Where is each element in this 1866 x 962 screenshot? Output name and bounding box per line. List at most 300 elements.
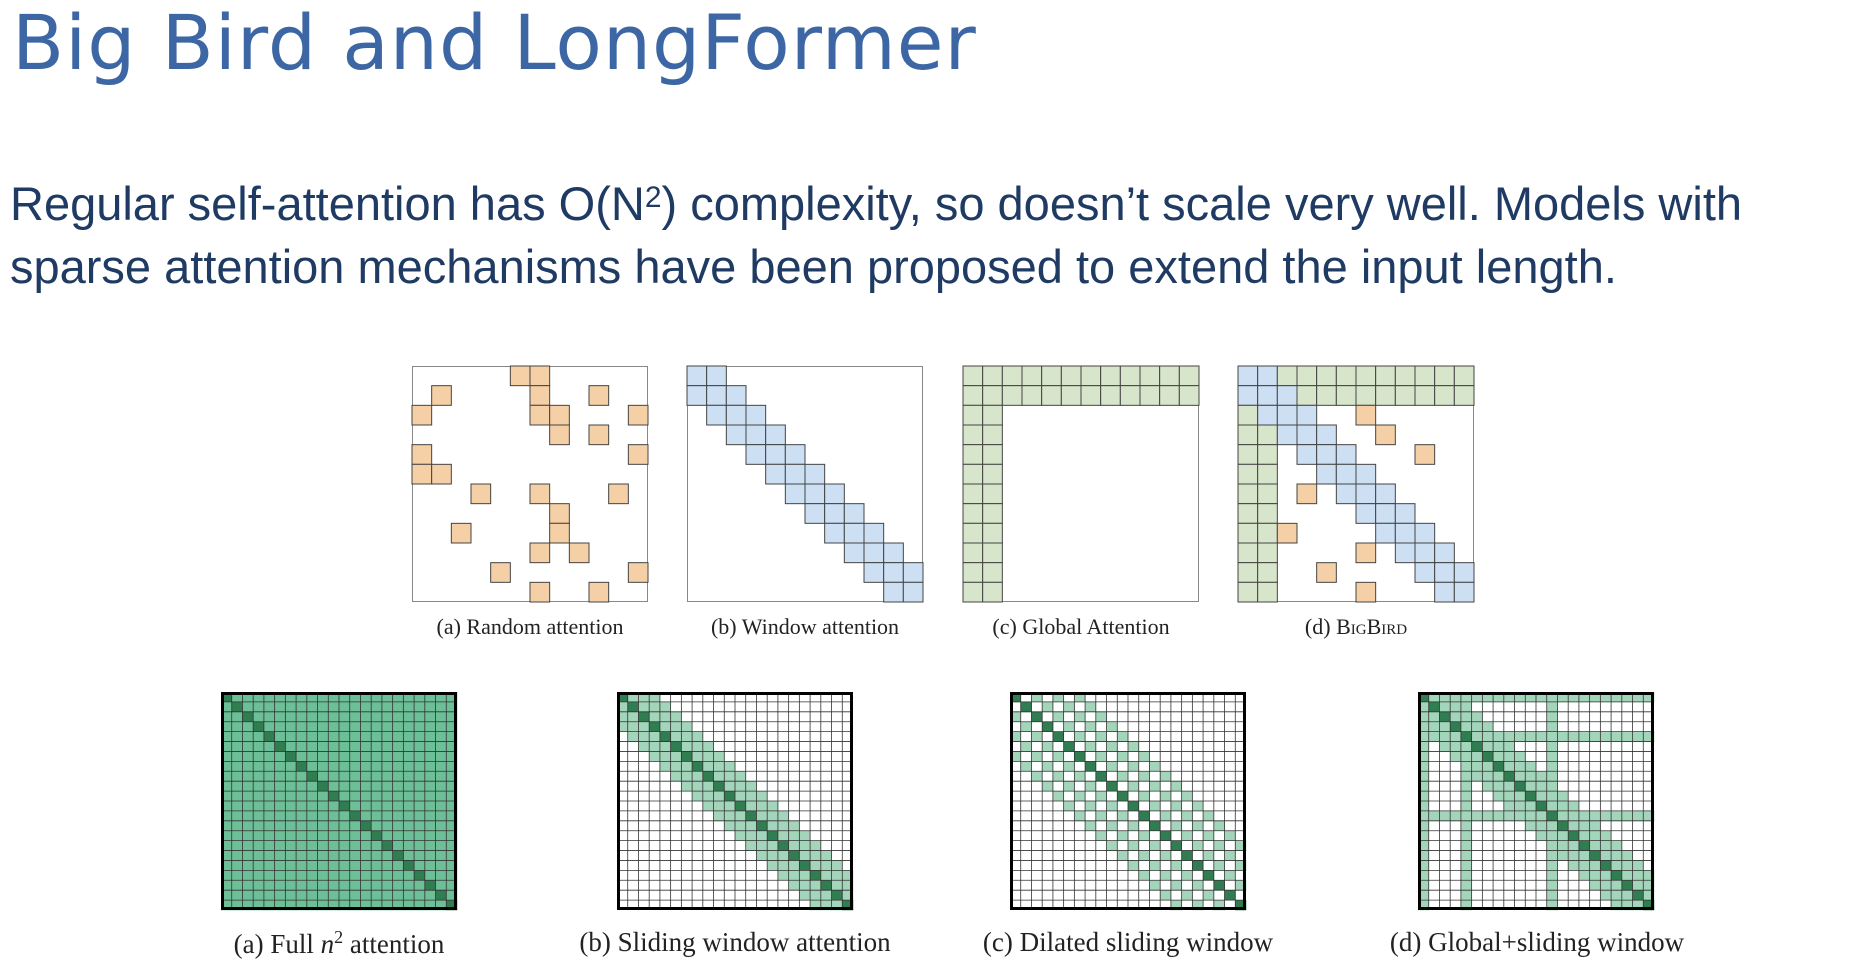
dilated-window-cell xyxy=(1096,712,1107,722)
global-attention-cell xyxy=(963,405,983,425)
dilated-window-cell xyxy=(1074,751,1085,761)
global-attention-cell xyxy=(1238,405,1258,425)
random-attention-cell xyxy=(1356,543,1376,563)
window-attention-cell xyxy=(707,366,727,386)
sliding-window-cell xyxy=(703,791,714,801)
sliding-window-cell xyxy=(649,732,660,742)
full-attention-cell xyxy=(253,860,264,870)
full-attention-cell xyxy=(339,791,350,801)
full-attention-cell xyxy=(275,860,286,870)
full-attention-cell xyxy=(253,722,264,732)
global-sliding-window-cell xyxy=(1493,751,1504,761)
full-attention-cell xyxy=(328,851,339,861)
full-attention-cell xyxy=(382,890,393,900)
full-attention-cell xyxy=(328,722,339,732)
sliding-window-cell xyxy=(799,831,810,841)
full-attention-cell xyxy=(242,841,253,851)
global-attention-cell xyxy=(983,366,1003,386)
global-attention-cell xyxy=(1160,366,1180,386)
global-sliding-window-cell xyxy=(1493,742,1504,752)
full-attention-cell xyxy=(371,841,382,851)
full-attention-cell xyxy=(296,811,307,821)
global-attention-cell xyxy=(983,464,1003,484)
full-attention-cell xyxy=(232,841,243,851)
dilated-window-cell xyxy=(1192,801,1203,811)
global-sliding-window-cell xyxy=(1579,860,1590,870)
full-attention-cell xyxy=(403,841,414,851)
full-attention-cell xyxy=(393,870,404,880)
full-attention-cell xyxy=(307,732,318,742)
full-attention-cell xyxy=(436,722,447,732)
global-attention-cell xyxy=(1356,386,1376,406)
full-attention-cell xyxy=(425,732,436,742)
global-attention-cell xyxy=(983,484,1003,504)
global-sliding-window-cell xyxy=(1622,870,1633,880)
random-attention-cell xyxy=(1297,484,1317,504)
sliding-window-cell xyxy=(692,761,703,771)
full-attention-cell xyxy=(318,742,329,752)
full-attention-cell xyxy=(339,751,350,761)
global-sliding-window-cell xyxy=(1504,771,1515,781)
full-attention-cell xyxy=(350,880,361,890)
global-sliding-window-cell xyxy=(1633,860,1644,870)
dilated-window-cell xyxy=(1139,851,1150,861)
full-attention-cell xyxy=(232,722,243,732)
full-attention-cell xyxy=(414,781,425,791)
window-attention-cell xyxy=(1454,582,1474,602)
dilated-window-cell xyxy=(1182,811,1193,821)
full-attention-cell xyxy=(275,821,286,831)
dilated-window-cell xyxy=(1139,831,1150,841)
window-attention-cell xyxy=(805,504,825,524)
sliding-window-cell xyxy=(681,722,692,732)
global-attention-cell xyxy=(1258,523,1278,543)
full-attention-cell xyxy=(296,801,307,811)
global-attention-cell xyxy=(983,504,1003,524)
full-attention-cell xyxy=(425,831,436,841)
full-attention-cell xyxy=(296,771,307,781)
dilated-window-cell xyxy=(1085,821,1096,831)
full-attention-cell xyxy=(285,791,296,801)
global-attention-cell xyxy=(1238,523,1258,543)
full-attention-cell xyxy=(403,781,414,791)
window-attention-cell xyxy=(785,464,805,484)
global-attention-cell xyxy=(983,405,1003,425)
random-attention-cell xyxy=(471,484,491,504)
random-attention-cell xyxy=(550,425,570,445)
global-attention-cell xyxy=(1238,445,1258,465)
global-sliding-window-cell xyxy=(1482,742,1493,752)
full-attention-cell xyxy=(296,860,307,870)
window-attention-cell xyxy=(766,425,786,445)
global-attention-cell xyxy=(963,563,983,583)
dilated-window-cell xyxy=(1139,751,1150,761)
sliding-window-cell xyxy=(681,742,692,752)
sliding-window-cell xyxy=(756,801,767,811)
global-sliding-window-cell xyxy=(1590,811,1601,821)
full-attention-cell xyxy=(393,841,404,851)
sliding-window-attention-diagram xyxy=(617,692,853,910)
full-attention-cell xyxy=(253,801,264,811)
global-sliding-window-cell xyxy=(1557,791,1568,801)
global-sliding-window-cell xyxy=(1568,732,1579,742)
full-attention-cell xyxy=(360,732,371,742)
full-attention-cell xyxy=(360,821,371,831)
full-attention-cell xyxy=(253,831,264,841)
global-sliding-window-cell xyxy=(1547,801,1558,811)
full-attention-cell xyxy=(242,712,253,722)
full-attention-cell xyxy=(264,771,275,781)
dilated-window-cell xyxy=(1085,742,1096,752)
global-sliding-window-cell xyxy=(1590,860,1601,870)
dilated-window-cell xyxy=(1107,801,1118,811)
full-attention-cell xyxy=(350,751,361,761)
sliding-window-cell xyxy=(660,742,671,752)
full-attention-cell xyxy=(436,831,447,841)
full-attention-cell xyxy=(242,811,253,821)
full-attention-cell xyxy=(275,732,286,742)
global-sliding-window-cell xyxy=(1557,811,1568,821)
global-attention-cell xyxy=(963,582,983,602)
full-attention-cell xyxy=(382,732,393,742)
full-attention-cell xyxy=(307,801,318,811)
full-attention-cell xyxy=(436,781,447,791)
full-attention-cell xyxy=(307,890,318,900)
full-attention-cell xyxy=(414,860,425,870)
full-attention-cell xyxy=(232,771,243,781)
full-attention-cell xyxy=(371,821,382,831)
full-attention-cell xyxy=(275,771,286,781)
sliding-window-cell xyxy=(756,841,767,851)
full-attention-cell xyxy=(242,880,253,890)
full-attention-cell xyxy=(350,742,361,752)
global-sliding-window-cell xyxy=(1611,860,1622,870)
global-sliding-window-cell xyxy=(1547,722,1558,732)
sliding-window-cell xyxy=(660,761,671,771)
full-attention-cell xyxy=(414,801,425,811)
dilated-window-cell xyxy=(1171,821,1182,831)
full-attention-cell xyxy=(414,831,425,841)
full-attention-cell xyxy=(307,702,318,712)
dilated-window-cell xyxy=(1203,831,1214,841)
global-attention-cell xyxy=(983,386,1003,406)
full-attention-cell xyxy=(242,801,253,811)
global-attention-cell xyxy=(1258,464,1278,484)
random-attention-cell xyxy=(510,366,530,386)
global-sliding-window-cell xyxy=(1515,751,1526,761)
sliding-window-cell xyxy=(799,841,810,851)
caption-sliding-window: (b) Sliding window attention xyxy=(579,927,891,957)
window-attention-cell xyxy=(1258,366,1278,386)
dilated-window-cell xyxy=(1074,732,1085,742)
sliding-window-cell xyxy=(724,781,735,791)
dilated-window-cell xyxy=(1128,821,1139,831)
full-attention-cell xyxy=(232,801,243,811)
full-attention-cell xyxy=(253,851,264,861)
full-attention-cell xyxy=(275,791,286,801)
global-sliding-window-cell xyxy=(1633,732,1644,742)
full-attention-cell xyxy=(339,821,350,831)
full-attention-cell xyxy=(275,781,286,791)
full-attention-cell xyxy=(242,781,253,791)
sliding-window-cell xyxy=(746,791,757,801)
global-sliding-window-cell xyxy=(1525,761,1536,771)
window-attention-diagram xyxy=(687,366,923,602)
dilated-window-cell xyxy=(1096,751,1107,761)
dilated-window-cell xyxy=(1085,781,1096,791)
dilated-window-cell xyxy=(1107,821,1118,831)
dilated-window-cell xyxy=(1053,732,1064,742)
full-attention-cell xyxy=(403,751,414,761)
full-attention-cell xyxy=(425,841,436,851)
full-attention-cell xyxy=(242,702,253,712)
dilated-window-cell xyxy=(1203,811,1214,821)
full-attention-cell xyxy=(360,851,371,861)
global-attention-cell xyxy=(1395,386,1415,406)
full-attention-cell xyxy=(242,821,253,831)
global-sliding-window-cell xyxy=(1461,761,1472,771)
window-attention-cell xyxy=(766,445,786,465)
global-sliding-window-cell xyxy=(1482,722,1493,732)
caption-full-attention xyxy=(170,927,508,960)
global-sliding-window-cell xyxy=(1568,841,1579,851)
full-attention-cell xyxy=(360,712,371,722)
sliding-window-cell xyxy=(767,851,778,861)
full-attention-cell xyxy=(382,801,393,811)
global-sliding-window-cell xyxy=(1611,732,1622,742)
global-attention-cell xyxy=(963,425,983,445)
full-attention-cell xyxy=(393,712,404,722)
full-attention-cell xyxy=(425,821,436,831)
full-attention-cell xyxy=(253,702,264,712)
full-attention-cell xyxy=(360,841,371,851)
dilated-window-cell xyxy=(1042,702,1053,712)
sliding-window-cell xyxy=(681,771,692,781)
dilated-window-cell xyxy=(1160,870,1171,880)
global-sliding-window-cell xyxy=(1568,851,1579,861)
full-attention-cell xyxy=(275,702,286,712)
sliding-window-cell xyxy=(628,722,639,732)
window-attention-cell xyxy=(726,425,746,445)
random-attention-cell xyxy=(530,484,550,504)
sliding-window-cell xyxy=(660,712,671,722)
sliding-window-cell xyxy=(767,821,778,831)
sliding-window-cell xyxy=(638,712,649,722)
global-attention-cell xyxy=(983,445,1003,465)
full-attention-cell xyxy=(285,732,296,742)
sliding-window-cell xyxy=(778,831,789,841)
full-attention-cell xyxy=(307,781,318,791)
full-attention-cell xyxy=(350,781,361,791)
window-attention-cell xyxy=(1317,445,1337,465)
sliding-window-cell xyxy=(767,860,778,870)
full-attention-cell xyxy=(264,860,275,870)
full-attention-cell xyxy=(425,791,436,801)
full-attention-cell xyxy=(371,781,382,791)
full-attention-cell xyxy=(436,811,447,821)
global-sliding-window-cell xyxy=(1504,761,1515,771)
global-sliding-window-cell xyxy=(1600,811,1611,821)
window-attention-cell xyxy=(864,543,884,563)
window-attention-cell xyxy=(1356,484,1376,504)
random-attention-cell xyxy=(412,464,432,484)
window-attention-cell xyxy=(726,386,746,406)
full-attention-cell xyxy=(275,851,286,861)
dilated-window-cell xyxy=(1031,771,1042,781)
full-attention-cell xyxy=(382,761,393,771)
full-attention-cell xyxy=(414,880,425,890)
global-attention-cell xyxy=(1454,366,1474,386)
dilated-window-cell xyxy=(1160,811,1171,821)
full-attention-cell xyxy=(371,880,382,890)
dilated-window-cell xyxy=(1117,791,1128,801)
full-attention-cell xyxy=(339,851,350,861)
full-attention-cell xyxy=(285,841,296,851)
dilated-window-cell xyxy=(1096,831,1107,841)
global-sliding-window-cell xyxy=(1472,761,1483,771)
random-attention-cell xyxy=(1376,425,1396,445)
full-attention-cell xyxy=(275,751,286,761)
full-attention-cell xyxy=(275,890,286,900)
full-attention-cell xyxy=(425,801,436,811)
global-attention-cell xyxy=(1297,366,1317,386)
window-attention-cell xyxy=(884,563,904,583)
global-sliding-window-cell xyxy=(1611,870,1622,880)
full-attention-cell xyxy=(403,761,414,771)
global-attention-cell xyxy=(1415,386,1435,406)
full-attention-cell xyxy=(307,880,318,890)
global-attention-cell xyxy=(1435,386,1455,406)
global-attention-cell xyxy=(1101,386,1121,406)
random-attention-cell xyxy=(530,405,550,425)
full-attention-cell xyxy=(242,851,253,861)
global-sliding-window-cell xyxy=(1461,860,1472,870)
global-sliding-window-cell xyxy=(1493,771,1504,781)
random-attention-cell xyxy=(1356,582,1376,602)
sliding-window-cell xyxy=(821,870,832,880)
global-sliding-window-cell xyxy=(1472,771,1483,781)
window-attention-cell xyxy=(1415,563,1435,583)
global-sliding-window-cell xyxy=(1600,870,1611,880)
global-sliding-window-cell xyxy=(1600,860,1611,870)
full-attention-cell xyxy=(382,841,393,851)
full-attention-cell xyxy=(339,702,350,712)
dilated-window-cell xyxy=(1085,722,1096,732)
dilated-window-cell xyxy=(1160,791,1171,801)
global-sliding-window-cell xyxy=(1515,801,1526,811)
global-sliding-window-cell xyxy=(1439,722,1450,732)
full-attention-cell xyxy=(403,811,414,821)
sliding-window-cell xyxy=(821,880,832,890)
full-attention-cell xyxy=(382,742,393,752)
global-sliding-window-cell xyxy=(1515,781,1526,791)
full-attention-cell xyxy=(414,761,425,771)
sliding-window-cell xyxy=(767,811,778,821)
full-attention-cell xyxy=(414,821,425,831)
sliding-window-cell xyxy=(660,751,671,761)
full-attention-cell xyxy=(318,732,329,742)
full-attention-cell xyxy=(232,791,243,801)
dilated-window-cell xyxy=(1139,811,1150,821)
full-attention-cell xyxy=(232,761,243,771)
global-sliding-window-cell xyxy=(1482,781,1493,791)
full-attention-cell xyxy=(328,771,339,781)
caption-full-math: n xyxy=(320,929,335,959)
full-attention-cell xyxy=(382,722,393,732)
global-sliding-window-cell xyxy=(1461,821,1472,831)
global-sliding-window-cell xyxy=(1461,791,1472,801)
global-sliding-window-cell xyxy=(1461,742,1472,752)
window-attention-cell xyxy=(1258,405,1278,425)
global-sliding-window-cell xyxy=(1633,890,1644,900)
full-attention-cell xyxy=(425,722,436,732)
sliding-window-cell xyxy=(703,761,714,771)
full-attention-cell xyxy=(393,880,404,890)
global-sliding-window-cell xyxy=(1482,751,1493,761)
full-attention-cell xyxy=(382,781,393,791)
full-attention-cell xyxy=(242,761,253,771)
window-attention-cell xyxy=(805,464,825,484)
random-attention-cell xyxy=(1317,563,1337,583)
full-attention-cell xyxy=(414,791,425,801)
global-sliding-window-cell xyxy=(1557,841,1568,851)
window-attention-cell xyxy=(844,504,864,524)
dilated-window-cell xyxy=(1021,742,1032,752)
global-sliding-window-cell xyxy=(1472,811,1483,821)
dilated-window-cell xyxy=(1214,860,1225,870)
full-attention-cell xyxy=(318,821,329,831)
full-attention-cell xyxy=(296,742,307,752)
full-attention-cell xyxy=(253,890,264,900)
sliding-window-cell xyxy=(649,712,660,722)
full-attention-cell xyxy=(393,751,404,761)
random-attention-cell xyxy=(530,386,550,406)
window-attention-cell xyxy=(746,445,766,465)
random-attention-cell xyxy=(609,484,629,504)
global-sliding-window-cell xyxy=(1461,801,1472,811)
dilated-window-cell xyxy=(1182,851,1193,861)
full-attention-cell xyxy=(318,761,329,771)
full-attention-cell xyxy=(436,841,447,851)
global-attention-cell xyxy=(1376,386,1396,406)
sliding-window-cell xyxy=(735,791,746,801)
full-attention-cell xyxy=(285,761,296,771)
global-sliding-window-cell xyxy=(1547,841,1558,851)
global-sliding-window-cell xyxy=(1461,831,1472,841)
full-attention-cell xyxy=(360,761,371,771)
global-sliding-window-cell xyxy=(1611,841,1622,851)
global-attention-cell xyxy=(1376,366,1396,386)
full-attention-cell xyxy=(275,841,286,851)
global-sliding-window-cell xyxy=(1590,732,1601,742)
sliding-window-cell xyxy=(671,732,682,742)
dilated-window-cell xyxy=(1149,841,1160,851)
window-attention-cell xyxy=(785,484,805,504)
full-attention-cell xyxy=(339,722,350,732)
full-attention-cell xyxy=(382,860,393,870)
global-sliding-window-cell xyxy=(1461,712,1472,722)
full-attention-cell xyxy=(328,860,339,870)
global-sliding-window-cell xyxy=(1482,761,1493,771)
global-sliding-window-cell xyxy=(1590,841,1601,851)
full-attention-cell xyxy=(264,781,275,791)
global-sliding-window-cell xyxy=(1633,880,1644,890)
global-attention-cell xyxy=(1258,484,1278,504)
sliding-window-cell xyxy=(671,722,682,732)
sliding-window-cell xyxy=(756,811,767,821)
global-attention-cell xyxy=(1081,366,1101,386)
sliding-window-cell xyxy=(778,870,789,880)
